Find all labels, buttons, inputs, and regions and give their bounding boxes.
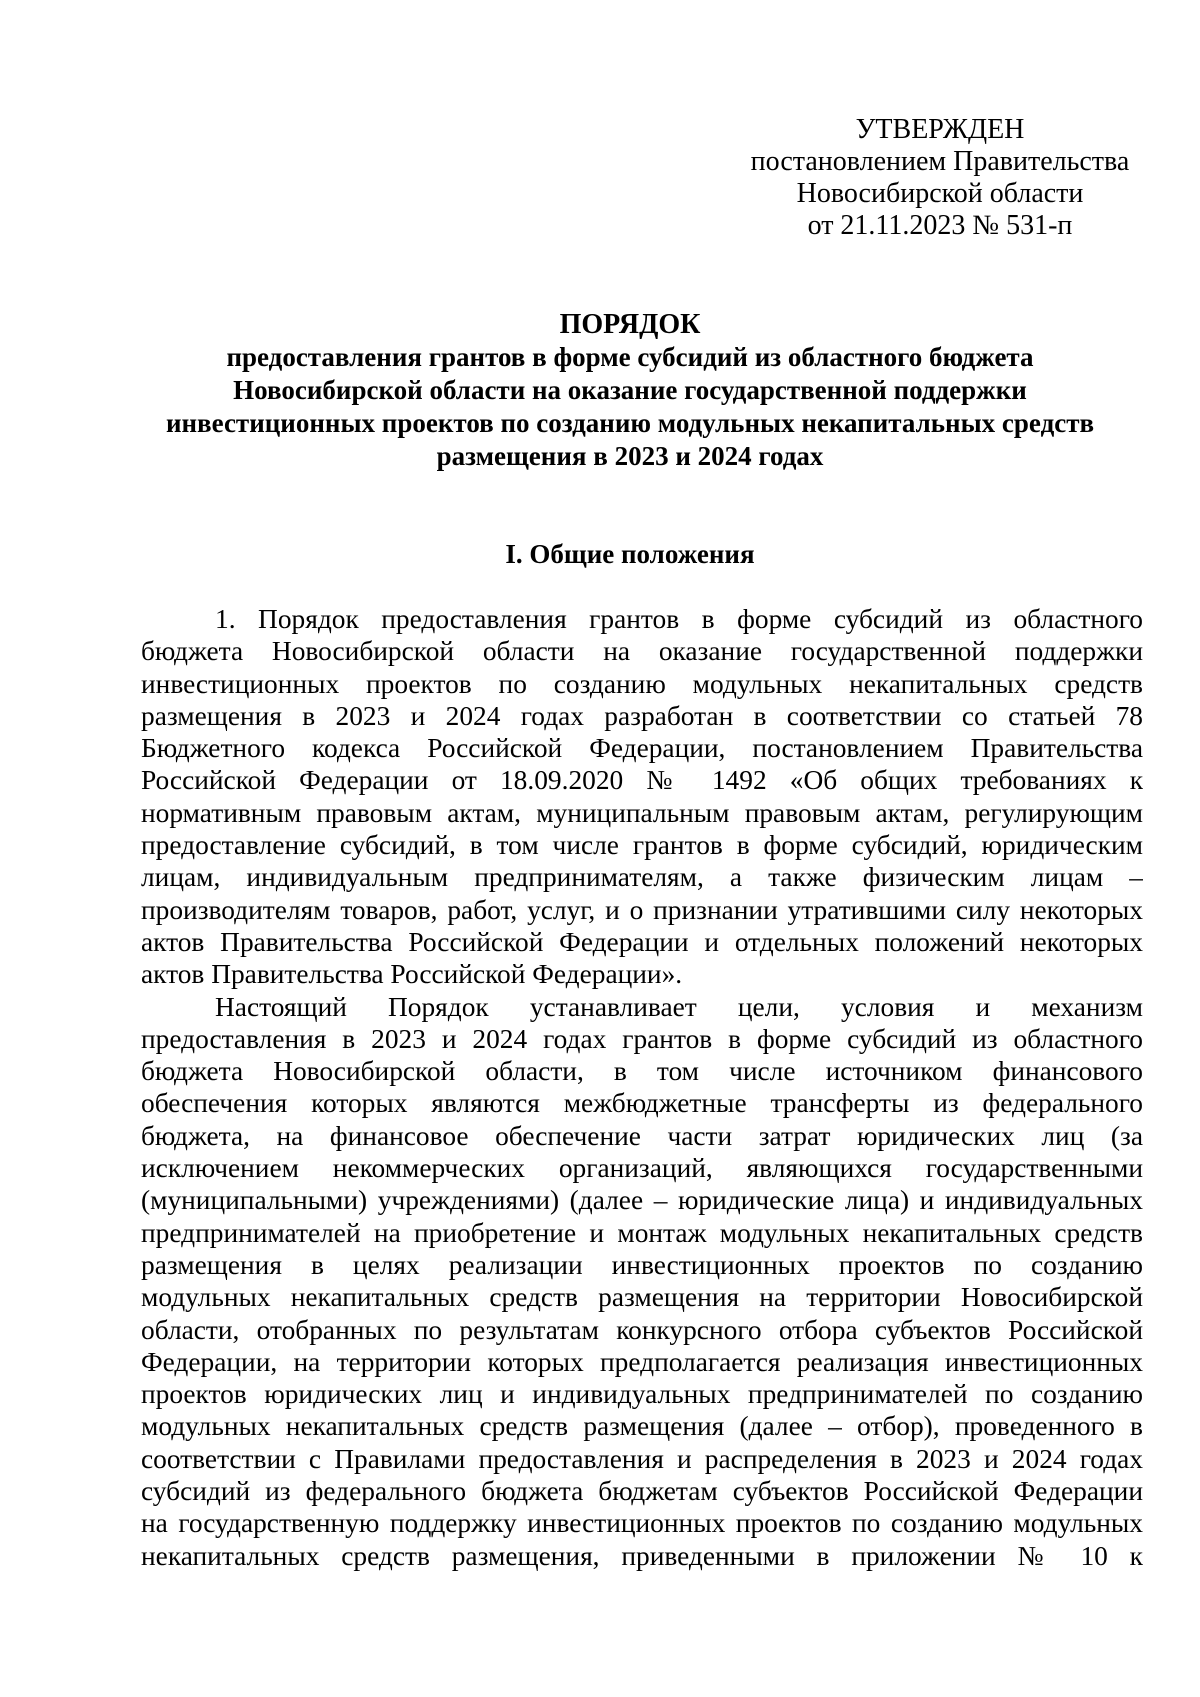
section-heading: I. Общие положения bbox=[505, 539, 755, 569]
paragraph-line: (муниципальными) учреждениями) (далее – юридические лица) и индивидуальных bbox=[141, 1185, 1143, 1216]
paragraph-line: актов Правительства Российской Федерации и отдельных положений некоторых bbox=[141, 926, 1143, 957]
title-line: размещения в 2023 и 2024 годах bbox=[436, 441, 824, 471]
paragraph-line: Настоящий Порядок устанавливает цели, условия и механизм bbox=[215, 991, 1143, 1022]
title-line: инвестиционных проектов по созданию модульных некапитальных средств bbox=[165, 408, 1095, 438]
approval-region: Новосибирской области bbox=[796, 178, 1084, 209]
paragraph-line: Федерации, на территории которых предполагается реализация инвестиционных bbox=[141, 1346, 1143, 1377]
paragraph-line: предоставление субсидий, в том числе грантов в форме субсидий, юридическим bbox=[141, 830, 1143, 861]
title-main: ПОРЯДОК bbox=[559, 309, 701, 340]
paragraph-line: модульных некапитальных средств размещения на территории Новосибирской bbox=[141, 1282, 1143, 1313]
paragraph-line: области, отобранных по результатам конкурсного отбора субъектов Российской bbox=[141, 1314, 1143, 1345]
paragraph-line: инвестиционных проектов по созданию модульных некапитальных средств bbox=[141, 668, 1143, 699]
paragraph-line: предоставления в 2023 и 2024 годах грантов в форме субсидий из областного bbox=[141, 1023, 1143, 1054]
paragraph-line: производителям товаров, работ, услуг, и о признании утратившими силу некоторых bbox=[141, 894, 1143, 925]
paragraph-line: размещения в целях реализации инвестиционных проектов по созданию bbox=[141, 1249, 1143, 1280]
title-line: Новосибирской области на оказание государственной поддержки bbox=[233, 375, 1027, 405]
approval-issuer: постановлением Правительства bbox=[750, 146, 1130, 177]
paragraph-line: бюджета Новосибирской области, в том числе источником финансового bbox=[141, 1056, 1143, 1087]
paragraph-line: лицам, индивидуальным предпринимателям, а также физическим лицам – bbox=[141, 862, 1143, 893]
paragraph-line: исключением некоммерческих организаций, являющихся государственными bbox=[141, 1153, 1143, 1184]
paragraph-line: размещения в 2023 и 2024 годах разработан в соответствии со статьей 78 bbox=[141, 700, 1143, 731]
paragraph-line: некапитальных средств размещения, приведенными в приложении № 10 к bbox=[141, 1540, 1143, 1571]
paragraph-line: 1. Порядок предоставления грантов в форме субсидий из областного bbox=[215, 604, 1143, 634]
paragraph-line: бюджета, на финансовое обеспечение части затрат юридических лиц (за bbox=[141, 1120, 1143, 1151]
paragraph-line: бюджета Новосибирской области на оказание государственной поддержки bbox=[141, 636, 1143, 667]
paragraph-line: обеспечения которых являются межбюджетные трансферты из федерального bbox=[141, 1088, 1143, 1119]
paragraph-line: модульных некапитальных средств размещения (далее – отбор), проведенного в bbox=[141, 1411, 1143, 1442]
paragraph-line: субсидий из федерального бюджета бюджетам субъектов Российской Федерации bbox=[141, 1476, 1143, 1507]
document-title bbox=[140, 308, 1120, 473]
approval-stamp-block bbox=[740, 114, 1140, 242]
paragraph-line: нормативным правовым актам, муниципальным правовым актам, регулирующим bbox=[141, 797, 1143, 828]
paragraph-line: актов Правительства Российской Федерации». bbox=[141, 959, 683, 990]
paragraph-line: соответствии с Правилами предоставления и распределения в 2023 и 2024 годах bbox=[141, 1443, 1143, 1474]
paragraph-line: проектов юридических лиц и индивидуальных предпринимателей по созданию bbox=[141, 1379, 1143, 1410]
body-text bbox=[141, 603, 1143, 1572]
paragraph-line: на государственную поддержку инвестиционных проектов по созданию модульных bbox=[141, 1508, 1143, 1539]
approval-date-number: от 21.11.2023 № 531-п bbox=[807, 210, 1073, 241]
paragraph-line: Российской Федерации от 18.09.2020 № 1492 «Об общих требованиях к bbox=[141, 765, 1143, 796]
paragraph-line: Бюджетного кодекса Российской Федерации, постановлением Правительства bbox=[141, 733, 1143, 764]
approval-heading: УТВЕРЖДЕН bbox=[855, 114, 1025, 145]
title-line: предоставления грантов в форме субсидий из областного бюджета bbox=[226, 342, 1034, 372]
paragraph-line: предпринимателей на приобретение и монтаж модульных некапитальных средств bbox=[141, 1217, 1143, 1248]
